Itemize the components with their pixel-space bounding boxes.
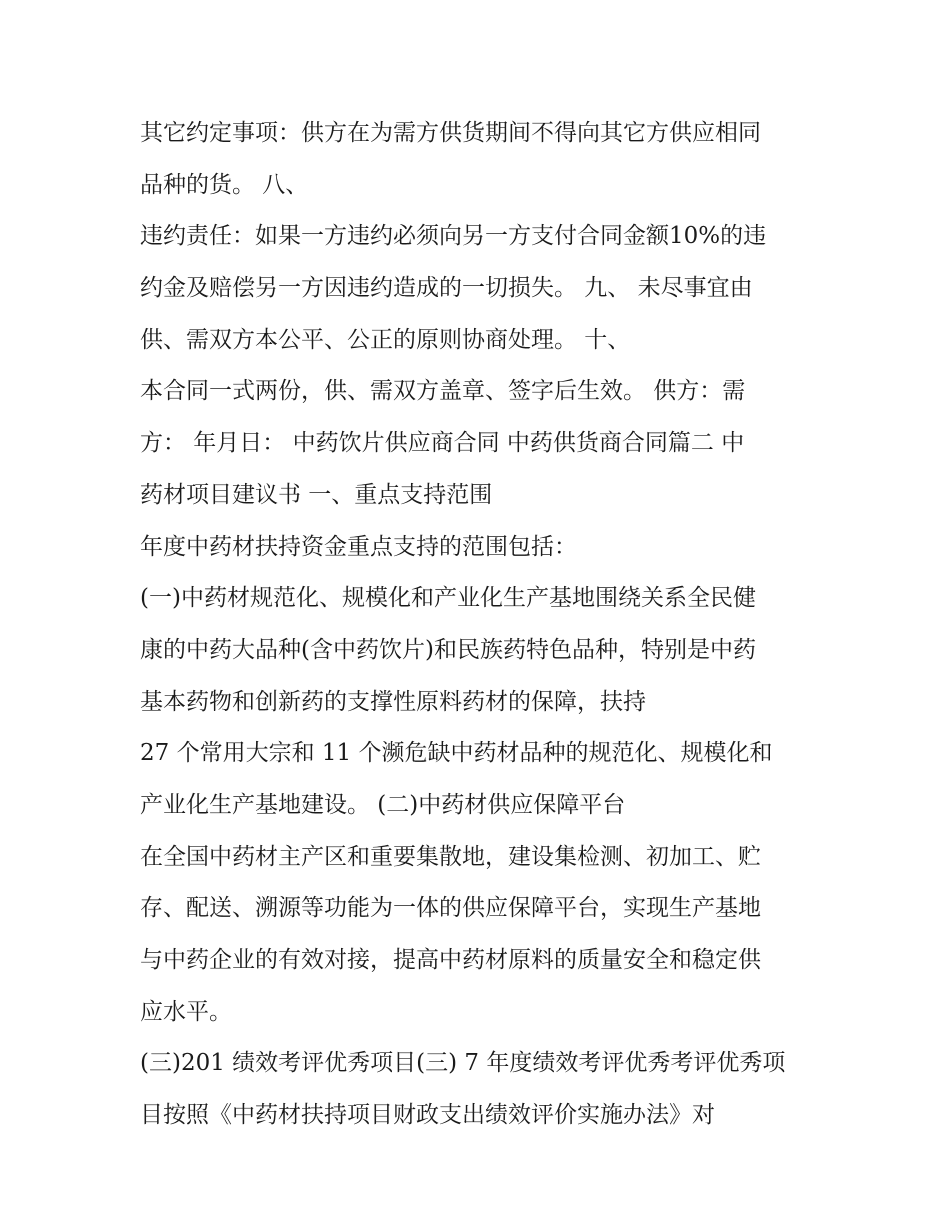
text-line: 27 个常用大宗和 11 个濒危缺中药材品种的规范化、规模化和 [140,740,773,767]
document-body [140,108,820,1142]
text-line: 药材项目建议书 一、重点支持范围 [140,481,493,508]
text-line: 与中药企业的有效对接，提高中药材原料的质量安全和稳定供 [140,947,761,973]
text-line: 约金及赔偿另一方因违约造成的一切损失。 九、 未尽事宜由 [140,275,753,302]
text-line: (三)201 绩效考评优秀项目(三) 7 年度绩效考评优秀考评优秀项 [140,1050,786,1077]
text-line: 其它约定事项：供方在为需方供货期间不得向其它方供应相同 [140,120,761,146]
text-line: 年度中药材扶持资金重点支持的范围包括： [140,533,577,560]
text-line: 目按照《中药材扶持项目财政支出绩效评价实施办法》对 [140,1102,715,1129]
text-line: 应水平。 [140,998,232,1025]
text-line: 产业化生产基地建设。 (二)中药材供应保障平台 [140,791,626,818]
text-line: 品种的货。 八、 [140,171,309,198]
text-line: 供、需双方本公平、公正的原则协商处理。 十、 [140,326,631,353]
text-line: 方： 年月日： 中药饮片供应商合同 中药供货商合同篇二 中 [140,430,745,457]
text-line: 违约责任：如果一方违约必须向另一方支付合同金额10%的违 [140,223,767,250]
text-line: 本合同一式两份，供、需双方盖章、签字后生效。 供方：需 [140,378,746,405]
text-line: 在全国中药材主产区和重要集散地，建设集检测、初加工、贮 [140,843,761,870]
text-line: 康的中药大品种(含中药饮片)和民族药特色品种，特别是中药 [140,636,756,663]
text-line: (一)中药材规范化、规模化和产业化生产基地围绕关系全民健 [140,585,756,612]
text-line: 基本药物和创新药的支撑性原料药材的保障，扶持 [140,688,646,715]
text-line: 存、配送、溯源等功能为一体的供应保障平台，实现生产基地 [140,895,761,922]
